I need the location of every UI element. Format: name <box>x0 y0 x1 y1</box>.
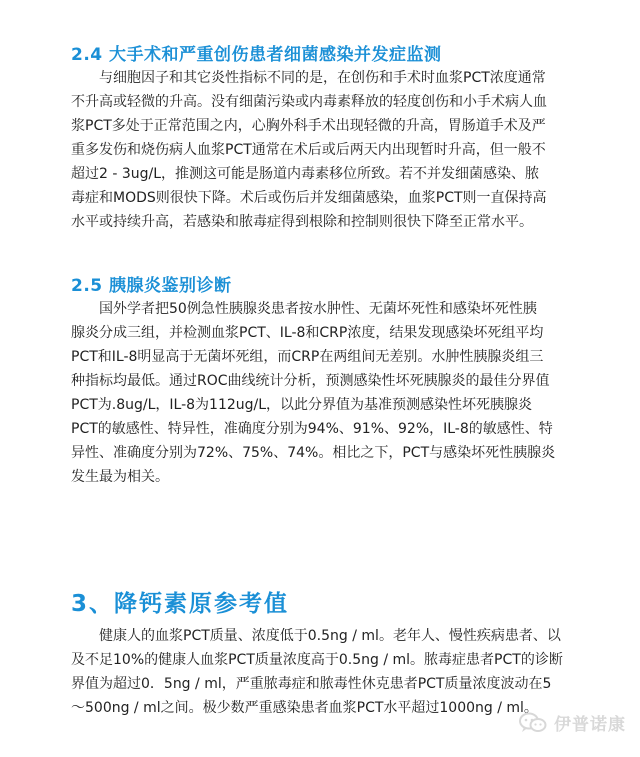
paragraph-line: ～500ng / ml之间。极少数严重感染患者血浆PCT水平超过1000ng / ml。 <box>71 700 538 716</box>
paragraph-line: PCT为.8ug/L，IL-8为112ug/L，以此分界值为基准预测感染性坏死胰腺炎 <box>71 397 533 413</box>
paragraph-line: 毒症和MODS则很快下降。术后或伤后并发细菌感染，血浆PCT则一直保持高 <box>71 190 547 206</box>
section-3-heading: 3、降钙素原参考值 <box>71 591 290 617</box>
watermark-text: 伊普诺康 <box>554 715 626 735</box>
paragraph-line: 异性、准确度分别为72%、75%、74%。相比之下，PCT与感染坏死性胰腺炎 <box>71 445 556 461</box>
paragraph-line: 发生最为相关。 <box>71 469 169 485</box>
paragraph-line: 健康人的血浆PCT质量、浓度低于0.5ng / ml。老年人、慢性疾病患者、以 <box>99 628 561 644</box>
paragraph-line: 水平或持续升高，若感染和脓毒症得到根除和控制则很快下降至正常水平。 <box>71 214 533 230</box>
wechat-icon <box>518 711 548 735</box>
paragraph-line: 不升高或轻微的升高。没有细菌污染或内毒素释放的轻度创伤和小手术病人血 <box>71 94 547 110</box>
section-2-5-heading: 2.5 胰腺炎鉴别诊断 <box>71 276 232 296</box>
section-2-5-paragraph <box>71 297 591 489</box>
section-2-4-heading: 2.4 大手术和严重创伤患者细菌感染并发症监测 <box>71 45 442 65</box>
paragraph-line: 种指标均最低。通过ROC曲线统计分析，预测感染性坏死胰腺炎的最佳分界值 <box>71 373 550 389</box>
paragraph-line: 超过2 - 3ug/L，推测这可能是肠道内毒素移位所致。若不并发细菌感染、脓 <box>71 166 540 182</box>
section-2-4-paragraph <box>71 66 591 234</box>
paragraph-line: PCT的敏感性、特异性，准确度分别为94%、91%、92%，IL-8的敏感性、特 <box>71 421 553 437</box>
paragraph-line: 与细胞因子和其它炎性指标不同的是，在创伤和手术时血浆PCT浓度通常 <box>99 70 546 86</box>
paragraph-line: 浆PCT多处于正常范围之内，心胸外科手术出现轻微的升高，胃肠道手术及严 <box>71 118 546 134</box>
section-3-paragraph <box>71 624 591 720</box>
watermark <box>518 710 626 735</box>
paragraph-line: PCT和IL-8明显高于无菌坏死组，而CRP在两组间无差别。水肿性胰腺炎组三 <box>71 349 544 365</box>
paragraph-line: 重多发伤和烧伤病人血浆PCT通常在术后或后两天内出现暂时升高，但一般不 <box>71 142 546 158</box>
paragraph-line: 国外学者把50例急性胰腺炎患者按水肿性、无菌坏死性和感染坏死性胰 <box>99 301 537 317</box>
paragraph-line: 腺炎分成三组，并检测血浆PCT、IL-8和CRP浓度，结果发现感染坏死组平均 <box>71 325 544 341</box>
paragraph-line: 及不足10%的健康人血浆PCT质量浓度高于0.5ng / ml。脓毒症患者PCT的诊断 <box>71 652 563 668</box>
paragraph-line: 界值为超过0．5ng / ml，严重脓毒症和脓毒性休克患者PCT质量浓度波动在5 <box>71 676 552 692</box>
